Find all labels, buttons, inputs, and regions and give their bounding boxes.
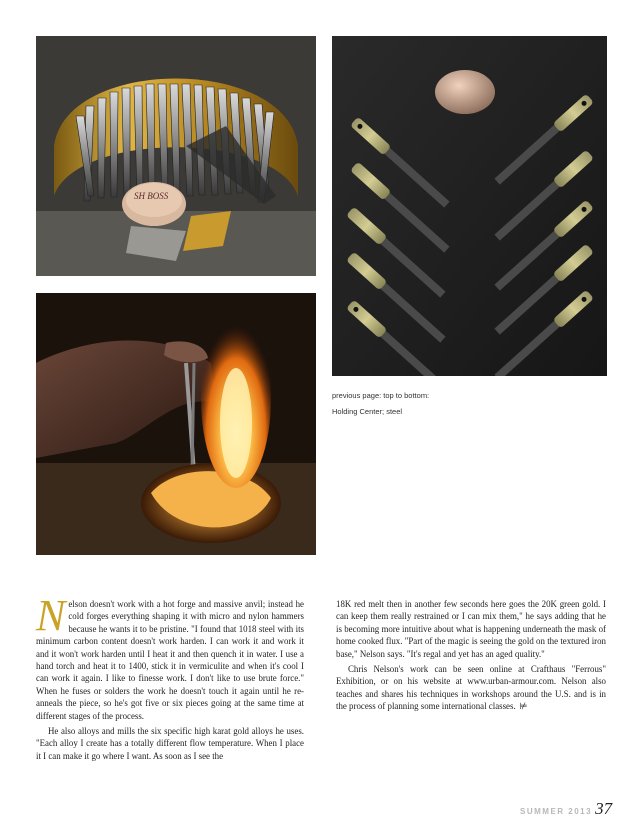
end-mark-icon: ⊭ [519, 701, 528, 712]
hairpins-photo [332, 36, 607, 376]
article-paragraph [36, 591, 304, 722]
torch-photo [36, 293, 316, 555]
article-paragraph: He also alloys and mills the six specific high karat gold alloys he uses. "Each alloy I create has a totally different flow temperature. When I place it I can make it go where I want. As soon as I see the [36, 726, 304, 761]
drop-cap: N [36, 591, 66, 640]
article-column-left [36, 591, 304, 762]
photo-caption-line-1: previous page: top to bottom: [332, 391, 430, 400]
page-folio [520, 799, 612, 819]
photo-caption-line-2: Holding Center; steel [332, 407, 403, 416]
paragraph-text: elson doesn't work with a hot forge and massive anvil; instead he cold forges everything shaping it with micro and nylon hammers because he wants it to be pristine. "I found that 1018 steel with its minimum carbon content doesn't work harden. I can work it and work it and it won't work harden until I heat it and then quench it in water. I use a hand torch and heat it to 1400, stick it in vermiculite and when it's cool I can work it again. I like to finesse work. I don't like to use brute force." When he fuses or solders the work he doesn't touch it again until he re-anneals the piece, so he's got five or six pieces going at the same time at different stages of the process. [36, 599, 304, 721]
tools-photo [36, 36, 316, 276]
issue-label: SUMMER 2013 [520, 807, 593, 816]
paragraph-text: Chris Nelson's work can be seen online at Crafthaus "Ferrous" Exhibition, or on his website at www.urban-armour.com. Nelson also teaches and shares his techniques in workshops around the U.S. and is in the process of planning some international classes. [336, 664, 606, 712]
stamp-text: SH BOSS [134, 191, 169, 201]
article-paragraph: 18K red melt then in another few seconds here goes the 20K green gold. I can keep them really restrained or I can mix them," he says adding that he is becoming more intuitive about what is happening underneath the mask of home cooked flux. "Part of the magic is seeing the gold on the textured iron base," Nelson says. "It's regal and yet has an aged quality." [336, 599, 606, 659]
page-number: 37 [595, 799, 613, 818]
article-column-right [336, 598, 606, 713]
article-paragraph [336, 663, 606, 713]
